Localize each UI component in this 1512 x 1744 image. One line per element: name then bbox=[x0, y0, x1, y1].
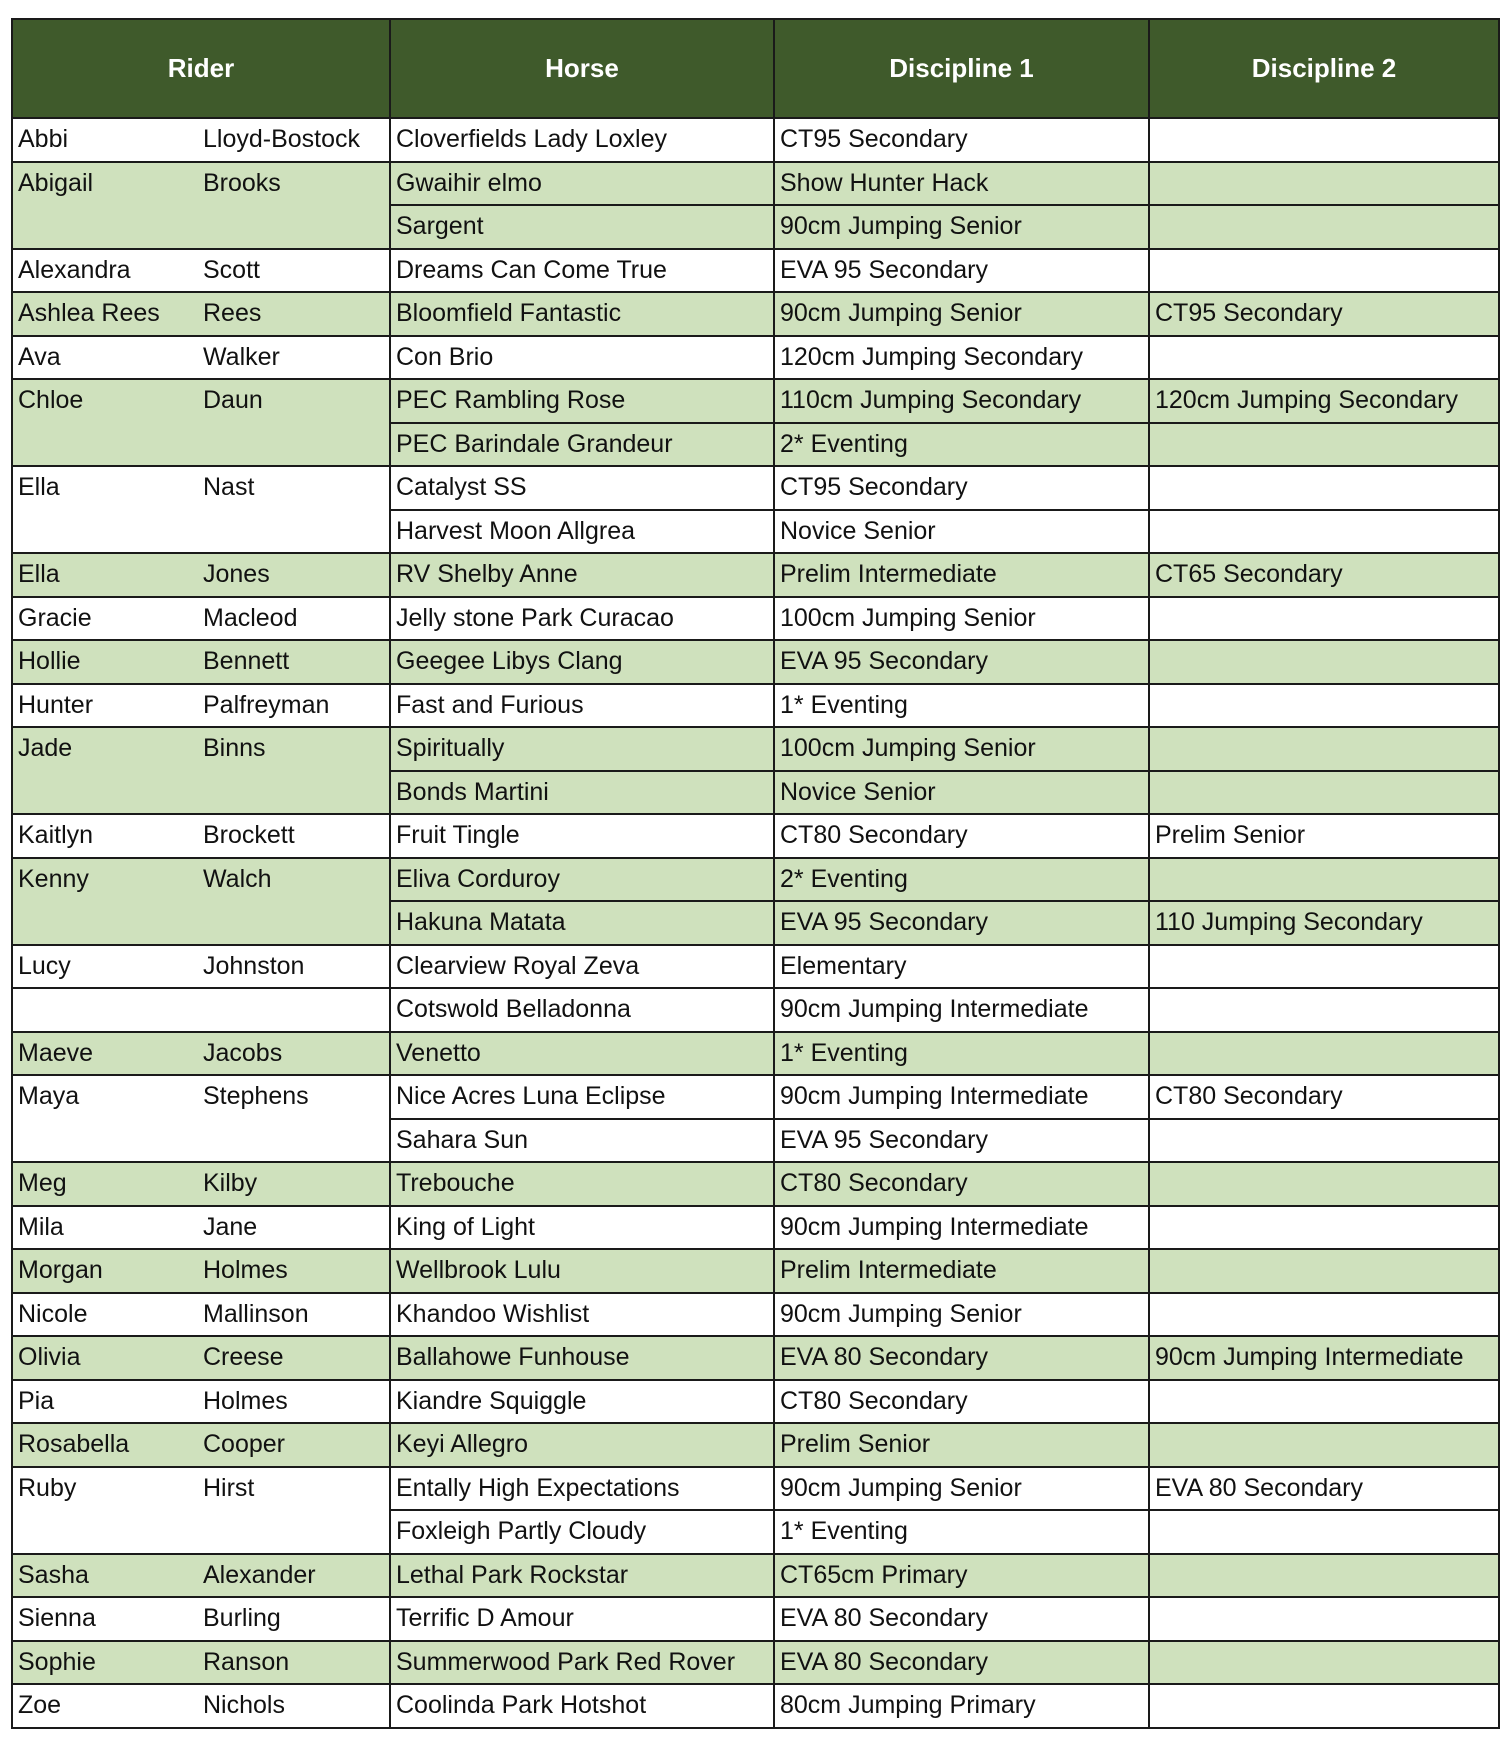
rider-last-name: Scott bbox=[198, 249, 390, 293]
horse-name: Khandoo Wishlist bbox=[390, 1293, 774, 1337]
discipline-1: 90cm Jumping Senior bbox=[774, 1293, 1149, 1337]
discipline-2 bbox=[1149, 945, 1499, 989]
rider-first-name: Ava bbox=[12, 336, 198, 380]
horse-name: Nice Acres Luna Eclipse bbox=[390, 1075, 774, 1119]
rider-first-name: Nicole bbox=[12, 1293, 198, 1337]
discipline-2 bbox=[1149, 1119, 1499, 1163]
discipline-2 bbox=[1149, 249, 1499, 293]
header-horse: Horse bbox=[390, 19, 774, 118]
table-row bbox=[12, 988, 1499, 1032]
discipline-1: Prelim Intermediate bbox=[774, 1249, 1149, 1293]
discipline-1: EVA 80 Secondary bbox=[774, 1641, 1149, 1685]
discipline-2 bbox=[1149, 1162, 1499, 1206]
rider-last-name: Brooks bbox=[198, 162, 390, 249]
rider-first-name: Lucy bbox=[12, 945, 198, 989]
table-row bbox=[12, 1467, 1499, 1511]
discipline-2 bbox=[1149, 162, 1499, 206]
discipline-2 bbox=[1149, 205, 1499, 249]
horse-name: Geegee Libys Clang bbox=[390, 640, 774, 684]
rider-first-name: Chloe bbox=[12, 379, 198, 466]
rider-first-name: Hollie bbox=[12, 640, 198, 684]
rider-first-name: Kaitlyn bbox=[12, 814, 198, 858]
discipline-2 bbox=[1149, 1554, 1499, 1598]
rider-last-name: Alexander bbox=[198, 1554, 390, 1598]
discipline-2 bbox=[1149, 858, 1499, 902]
horse-name: Sahara Sun bbox=[390, 1119, 774, 1163]
discipline-1: Novice Senior bbox=[774, 771, 1149, 815]
discipline-1: 120cm Jumping Secondary bbox=[774, 336, 1149, 380]
table-row bbox=[12, 292, 1499, 336]
rider-first-name: Ruby bbox=[12, 1467, 198, 1554]
horse-name: Hakuna Matata bbox=[390, 901, 774, 945]
horse-name: Cotswold Belladonna bbox=[390, 988, 774, 1032]
rider-last-name: Stephens bbox=[198, 1075, 390, 1162]
discipline-1: EVA 95 Secondary bbox=[774, 901, 1149, 945]
horse-name: Gwaihir elmo bbox=[390, 162, 774, 206]
entries-table bbox=[11, 18, 1500, 1729]
table-header bbox=[12, 19, 1499, 118]
rider-first-name: Jade bbox=[12, 727, 198, 814]
rider-last-name: Jane bbox=[198, 1206, 390, 1250]
discipline-2 bbox=[1149, 640, 1499, 684]
rider-first-name: Hunter bbox=[12, 684, 198, 728]
horse-name: King of Light bbox=[390, 1206, 774, 1250]
discipline-2 bbox=[1149, 1597, 1499, 1641]
discipline-1: 90cm Jumping Senior bbox=[774, 205, 1149, 249]
rider-last-name: Mallinson bbox=[198, 1293, 390, 1337]
rider-last-name: Kilby bbox=[198, 1162, 390, 1206]
rider-last-name: Holmes bbox=[198, 1380, 390, 1424]
horse-name: Wellbrook Lulu bbox=[390, 1249, 774, 1293]
horse-name: Cloverfields Lady Loxley bbox=[390, 118, 774, 162]
discipline-1: CT95 Secondary bbox=[774, 118, 1149, 162]
discipline-2 bbox=[1149, 423, 1499, 467]
table-row bbox=[12, 1423, 1499, 1467]
discipline-2 bbox=[1149, 466, 1499, 510]
discipline-2: CT65 Secondary bbox=[1149, 553, 1499, 597]
discipline-1: Prelim Intermediate bbox=[774, 553, 1149, 597]
horse-name: Bloomfield Fantastic bbox=[390, 292, 774, 336]
discipline-2 bbox=[1149, 684, 1499, 728]
discipline-1: 2* Eventing bbox=[774, 858, 1149, 902]
rider-last-name: Jacobs bbox=[198, 1032, 390, 1076]
discipline-2: EVA 80 Secondary bbox=[1149, 1467, 1499, 1511]
horse-name: Harvest Moon Allgrea bbox=[390, 510, 774, 554]
discipline-2 bbox=[1149, 727, 1499, 771]
rider-last-name: Nichols bbox=[198, 1684, 390, 1728]
discipline-2: 110 Jumping Secondary bbox=[1149, 901, 1499, 945]
rider-last-name: Macleod bbox=[198, 597, 390, 641]
discipline-2 bbox=[1149, 1510, 1499, 1554]
horse-name: Sargent bbox=[390, 205, 774, 249]
rider-last-name: Lloyd-Bostock bbox=[198, 118, 390, 162]
table-row bbox=[12, 1336, 1499, 1380]
table-row bbox=[12, 684, 1499, 728]
table-row bbox=[12, 1249, 1499, 1293]
discipline-2: 90cm Jumping Intermediate bbox=[1149, 1336, 1499, 1380]
horse-name: Bonds Martini bbox=[390, 771, 774, 815]
horse-name: Entally High Expectations bbox=[390, 1467, 774, 1511]
discipline-1: 1* Eventing bbox=[774, 1510, 1149, 1554]
discipline-1: 80cm Jumping Primary bbox=[774, 1684, 1149, 1728]
rider-last-name: Rees bbox=[198, 292, 390, 336]
discipline-2: CT80 Secondary bbox=[1149, 1075, 1499, 1119]
discipline-2 bbox=[1149, 1684, 1499, 1728]
table-row bbox=[12, 553, 1499, 597]
table-body bbox=[12, 118, 1499, 1728]
table-row bbox=[12, 1293, 1499, 1337]
discipline-2: 120cm Jumping Secondary bbox=[1149, 379, 1499, 423]
discipline-2 bbox=[1149, 988, 1499, 1032]
horse-name: Coolinda Park Hotshot bbox=[390, 1684, 774, 1728]
horse-name: Spiritually bbox=[390, 727, 774, 771]
rider-first-name: Maeve bbox=[12, 1032, 198, 1076]
discipline-1: Prelim Senior bbox=[774, 1423, 1149, 1467]
horse-name: Foxleigh Partly Cloudy bbox=[390, 1510, 774, 1554]
discipline-1: 90cm Jumping Senior bbox=[774, 292, 1149, 336]
table-row bbox=[12, 814, 1499, 858]
discipline-1: CT80 Secondary bbox=[774, 1380, 1149, 1424]
table-row bbox=[12, 1162, 1499, 1206]
discipline-1: 90cm Jumping Intermediate bbox=[774, 988, 1149, 1032]
rider-first-name bbox=[12, 988, 198, 1032]
discipline-1: Elementary bbox=[774, 945, 1149, 989]
discipline-2 bbox=[1149, 1423, 1499, 1467]
table-row bbox=[12, 1380, 1499, 1424]
discipline-1: EVA 80 Secondary bbox=[774, 1597, 1149, 1641]
header-rider: Rider bbox=[12, 19, 390, 118]
discipline-1: 100cm Jumping Senior bbox=[774, 727, 1149, 771]
horse-name: Ballahowe Funhouse bbox=[390, 1336, 774, 1380]
discipline-1: 100cm Jumping Senior bbox=[774, 597, 1149, 641]
rider-last-name: Bennett bbox=[198, 640, 390, 684]
rider-last-name: Ranson bbox=[198, 1641, 390, 1685]
discipline-2: CT95 Secondary bbox=[1149, 292, 1499, 336]
table-row bbox=[12, 727, 1499, 771]
horse-name: Terrific D Amour bbox=[390, 1597, 774, 1641]
horse-name: Summerwood Park Red Rover bbox=[390, 1641, 774, 1685]
rider-first-name: Rosabella bbox=[12, 1423, 198, 1467]
rider-last-name: Walker bbox=[198, 336, 390, 380]
horse-name: Keyi Allegro bbox=[390, 1423, 774, 1467]
rider-last-name: Jones bbox=[198, 553, 390, 597]
header-row bbox=[12, 19, 1499, 118]
rider-last-name: Binns bbox=[198, 727, 390, 814]
table-row bbox=[12, 1206, 1499, 1250]
discipline-2 bbox=[1149, 510, 1499, 554]
rider-last-name: Walch bbox=[198, 858, 390, 945]
rider-first-name: Olivia bbox=[12, 1336, 198, 1380]
rider-first-name: Kenny bbox=[12, 858, 198, 945]
table-row bbox=[12, 118, 1499, 162]
rider-last-name: Burling bbox=[198, 1597, 390, 1641]
discipline-1: EVA 95 Secondary bbox=[774, 1119, 1149, 1163]
rider-first-name: Sophie bbox=[12, 1641, 198, 1685]
discipline-1: EVA 80 Secondary bbox=[774, 1336, 1149, 1380]
header-discipline-1: Discipline 1 bbox=[774, 19, 1149, 118]
rider-first-name: Ella bbox=[12, 553, 198, 597]
discipline-2 bbox=[1149, 1293, 1499, 1337]
discipline-1: 1* Eventing bbox=[774, 1032, 1149, 1076]
header-discipline-2: Discipline 2 bbox=[1149, 19, 1499, 118]
table-row bbox=[12, 466, 1499, 510]
discipline-1: 90cm Jumping Intermediate bbox=[774, 1206, 1149, 1250]
discipline-1: EVA 95 Secondary bbox=[774, 640, 1149, 684]
horse-name: PEC Rambling Rose bbox=[390, 379, 774, 423]
horse-name: Jelly stone Park Curacao bbox=[390, 597, 774, 641]
rider-first-name: Ella bbox=[12, 466, 198, 553]
discipline-2 bbox=[1149, 597, 1499, 641]
rider-last-name: Hirst bbox=[198, 1467, 390, 1554]
rider-first-name: Alexandra bbox=[12, 249, 198, 293]
discipline-1: 110cm Jumping Secondary bbox=[774, 379, 1149, 423]
rider-first-name: Ashlea Rees bbox=[12, 292, 198, 336]
discipline-2 bbox=[1149, 118, 1499, 162]
horse-name: Dreams Can Come True bbox=[390, 249, 774, 293]
rider-first-name: Gracie bbox=[12, 597, 198, 641]
rider-last-name: Johnston bbox=[198, 945, 390, 989]
table-row bbox=[12, 597, 1499, 641]
rider-first-name: Abbi bbox=[12, 118, 198, 162]
horse-name: Catalyst SS bbox=[390, 466, 774, 510]
horse-name: Clearview Royal Zeva bbox=[390, 945, 774, 989]
discipline-2: Prelim Senior bbox=[1149, 814, 1499, 858]
discipline-2 bbox=[1149, 1206, 1499, 1250]
discipline-1: 90cm Jumping Intermediate bbox=[774, 1075, 1149, 1119]
rider-first-name: Maya bbox=[12, 1075, 198, 1162]
horse-name: Fruit Tingle bbox=[390, 814, 774, 858]
rider-first-name: Meg bbox=[12, 1162, 198, 1206]
table-row bbox=[12, 1075, 1499, 1119]
discipline-2 bbox=[1149, 1380, 1499, 1424]
rider-last-name: Palfreyman bbox=[198, 684, 390, 728]
discipline-1: Novice Senior bbox=[774, 510, 1149, 554]
table-row bbox=[12, 1597, 1499, 1641]
table-row bbox=[12, 1032, 1499, 1076]
rider-last-name: Nast bbox=[198, 466, 390, 553]
table-row bbox=[12, 1641, 1499, 1685]
table-row bbox=[12, 858, 1499, 902]
rider-last-name: Daun bbox=[198, 379, 390, 466]
discipline-2 bbox=[1149, 771, 1499, 815]
rider-first-name: Zoe bbox=[12, 1684, 198, 1728]
horse-name: Fast and Furious bbox=[390, 684, 774, 728]
rider-first-name: Sienna bbox=[12, 1597, 198, 1641]
rider-last-name bbox=[198, 988, 390, 1032]
horse-name: RV Shelby Anne bbox=[390, 553, 774, 597]
rider-last-name: Brockett bbox=[198, 814, 390, 858]
rider-last-name: Holmes bbox=[198, 1249, 390, 1293]
discipline-1: CT65cm Primary bbox=[774, 1554, 1149, 1598]
discipline-2 bbox=[1149, 1032, 1499, 1076]
rider-first-name: Abigail bbox=[12, 162, 198, 249]
table-row bbox=[12, 1684, 1499, 1728]
table-row bbox=[12, 640, 1499, 684]
horse-name: Trebouche bbox=[390, 1162, 774, 1206]
discipline-2 bbox=[1149, 1249, 1499, 1293]
table-row bbox=[12, 379, 1499, 423]
discipline-2 bbox=[1149, 336, 1499, 380]
horse-name: Venetto bbox=[390, 1032, 774, 1076]
table-row bbox=[12, 249, 1499, 293]
discipline-1: 1* Eventing bbox=[774, 684, 1149, 728]
horse-name: Eliva Corduroy bbox=[390, 858, 774, 902]
rider-last-name: Cooper bbox=[198, 1423, 390, 1467]
rider-first-name: Morgan bbox=[12, 1249, 198, 1293]
rider-first-name: Pia bbox=[12, 1380, 198, 1424]
table-row bbox=[12, 336, 1499, 380]
table-row bbox=[12, 162, 1499, 206]
discipline-1: 2* Eventing bbox=[774, 423, 1149, 467]
discipline-1: CT80 Secondary bbox=[774, 1162, 1149, 1206]
table-row bbox=[12, 945, 1499, 989]
discipline-1: CT95 Secondary bbox=[774, 466, 1149, 510]
discipline-2 bbox=[1149, 1641, 1499, 1685]
horse-name: Kiandre Squiggle bbox=[390, 1380, 774, 1424]
rider-first-name: Sasha bbox=[12, 1554, 198, 1598]
rider-last-name: Creese bbox=[198, 1336, 390, 1380]
table-row bbox=[12, 1554, 1499, 1598]
rider-first-name: Mila bbox=[12, 1206, 198, 1250]
discipline-1: CT80 Secondary bbox=[774, 814, 1149, 858]
horse-name: Lethal Park Rockstar bbox=[390, 1554, 774, 1598]
discipline-1: 90cm Jumping Senior bbox=[774, 1467, 1149, 1511]
discipline-1: EVA 95 Secondary bbox=[774, 249, 1149, 293]
discipline-1: Show Hunter Hack bbox=[774, 162, 1149, 206]
horse-name: Con Brio bbox=[390, 336, 774, 380]
horse-name: PEC Barindale Grandeur bbox=[390, 423, 774, 467]
